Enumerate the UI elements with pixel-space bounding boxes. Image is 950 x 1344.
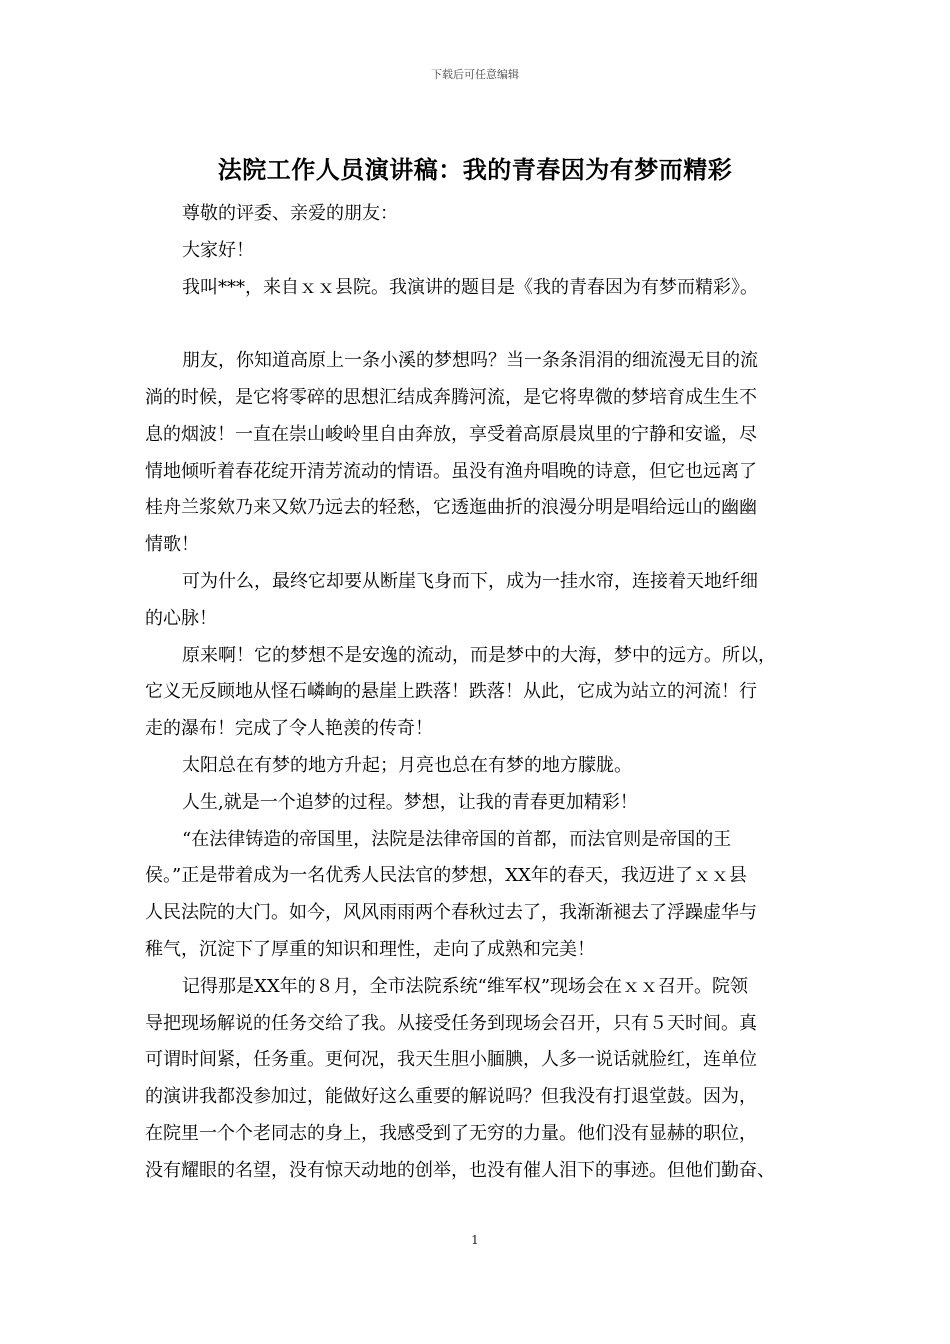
paragraph-line: 人生,就是一个追梦的过程。梦想，让我的青春更加精彩！ — [182, 791, 638, 813]
paragraph-line: 我叫***，来自ｘｘ县院。我演讲的题目是《我的青春因为有梦而精彩》。 — [182, 276, 758, 298]
paragraph-line: 情地倾听着春花绽开清芳流动的情语。虽没有渔舟唱晚的诗意，但它也远离了 — [145, 460, 757, 482]
paragraph-line: 人民法院的大门。如今，风风雨雨两个春秋过去了，我渐渐褪去了浮躁虚华与 — [145, 902, 757, 924]
paragraph-line: 在院里一个个老同志的身上，我感受到了无穷的力量。他们没有显赫的职位， — [145, 1122, 757, 1144]
blank-line — [145, 306, 807, 343]
paragraph-line: 息的烟波！一直在崇山峻岭里自由奔放，享受着高原晨岚里的宁静和安谧，尽 — [145, 423, 757, 445]
paragraph-line: 桂舟兰浆欸乃来又欸乃远去的轻愁，它透迤曲折的浪漫分明是唱给远山的幽幽 — [145, 497, 757, 519]
page-number: 1 — [471, 1233, 479, 1247]
paragraph-line: 的心脉！ — [145, 607, 217, 629]
page-header: 下载后可任意编辑 — [431, 68, 519, 81]
paragraph-line: 记得那是XX年的８月，全市法院系统“维军权”现场会在ｘｘ召开。院领 — [182, 975, 749, 997]
paragraph-line: 太阳总在有梦的地方升起；月亮也总在有梦的地方朦胧。 — [182, 754, 632, 776]
paragraph-line: 侯。”正是带着成为一名优秀人民法官的梦想，XX年的春天，我迈进了ｘｘ县 — [145, 865, 747, 887]
paragraph-line: 淌的时候，是它将零碎的思想汇结成奔腾河流，是它将卑微的梦培育成生生不 — [145, 386, 757, 408]
paragraph-line: 走的瀑布！完成了令人艳羡的传奇！ — [145, 718, 433, 740]
paragraph-line: 可为什么，最终它却要从断崖飞身而下，成为一挂水帘，连接着天地纤细 — [182, 570, 758, 592]
paragraph-line: 情歌！ — [145, 534, 199, 556]
paragraph-line: 尊敬的评委、亲爱的朋友： — [182, 203, 398, 224]
paragraph-line: “在法律铸造的帝国里，法院是法律帝国的首都，而法官则是帝国的王 — [182, 828, 732, 850]
paragraph-line: 没有耀眼的名望，没有惊天动地的创举，也没有催人泪下的事迹。但他们勤奋、 — [145, 1159, 775, 1181]
paragraph-line: 导把现场解说的任务交给了我。从接受任务到现场会召开，只有５天时间。真 — [145, 1012, 757, 1034]
paragraph-line: 朋友，你知道高原上一条小溪的梦想吗？当一条条涓涓的细流漫无目的流 — [182, 350, 758, 372]
paragraph-line: 可谓时间紧，任务重。更何况，我天生胆小腼腆，人多一说话就脸红，连单位 — [145, 1049, 757, 1071]
paragraph-line: 的演讲我都没参加过，能做好这么重要的解说吗？但我没有打退堂鼓。因为， — [145, 1086, 757, 1108]
document-body — [145, 196, 807, 1190]
paragraph-line: 稚气，沉淀下了厚重的知识和理性，走向了成熟和完美！ — [145, 938, 595, 960]
paragraph-line: 它义无反顾地从怪石嶙峋的悬崖上跌落！跌落！从此，它成为站立的河流！行 — [145, 681, 757, 703]
document-title: 法院工作人员演讲稿：我的青春因为有梦而精彩 — [217, 155, 733, 184]
paragraph-line: 大家好！ — [182, 239, 254, 261]
paragraph-line: 原来啊！它的梦想不是安逸的流动，而是梦中的大海，梦中的远方。所以， — [182, 644, 776, 666]
